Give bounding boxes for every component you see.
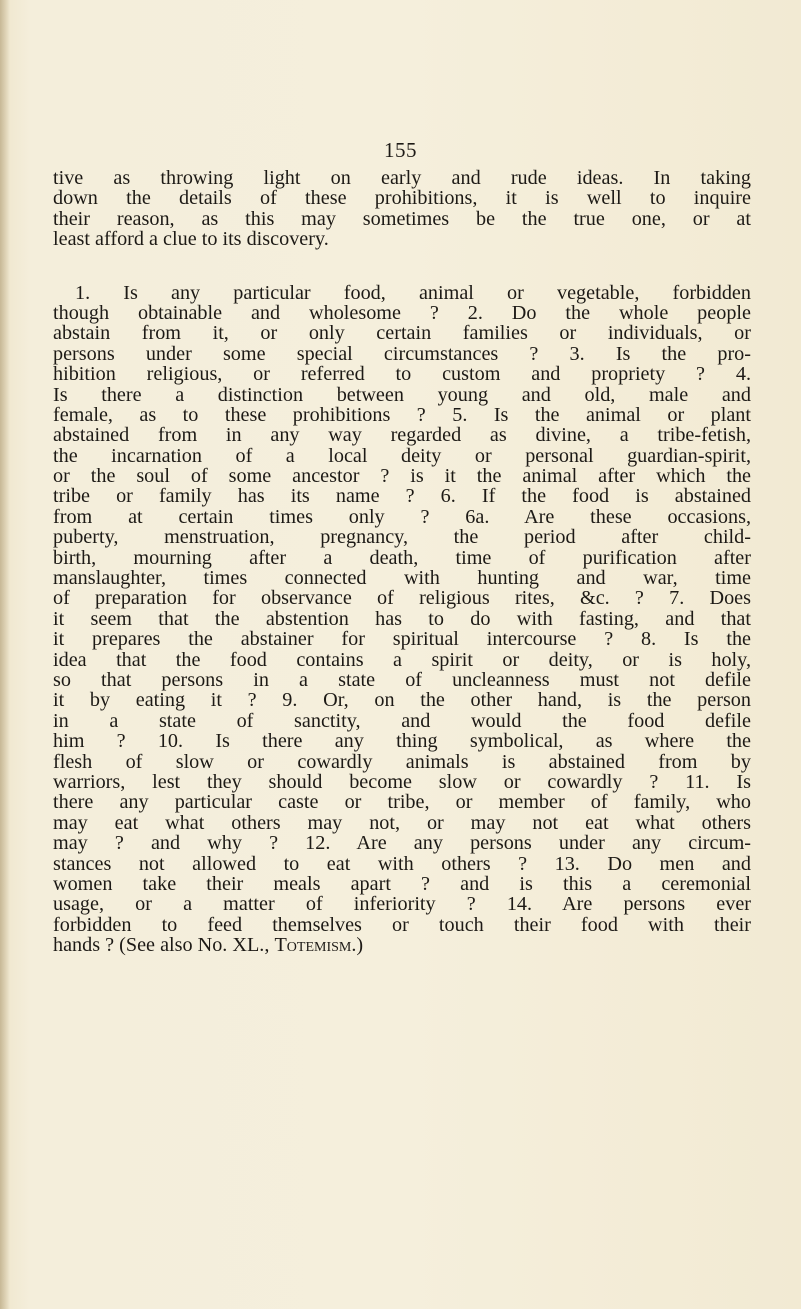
text-line: 1. Is any particular food, animal or vegetable, forbidden: [75, 281, 751, 304]
text-line: it prepares the abstainer for spiritual intercourse ? 8. Is the: [53, 628, 751, 651]
text-line: may eat what others may not, or may not eat what others: [53, 811, 751, 834]
text-line: idea that the food contains a spirit or deity, or is holy,: [53, 648, 751, 671]
body-text: [53, 168, 751, 955]
text-line: birth, mourning after a death, time of purification after: [53, 546, 751, 569]
text-line-final-start: hands ? (See also No. XL.,: [53, 934, 275, 957]
page-number: 155: [384, 138, 417, 162]
paragraph-gap: [53, 250, 751, 283]
cross-reference: Totemism.): [274, 934, 364, 957]
text-line: there any particular caste or tribe, or member of family, who: [53, 791, 751, 814]
text-line: manslaughter, times connected with hunting and war, time: [53, 567, 751, 590]
text-line: hibition religious, or referred to custom and propriety ? 4.: [53, 363, 751, 386]
text-line: of preparation for observance of religious rites, &c. ? 7. Does: [53, 587, 751, 610]
text-line: down the details of these prohibitions, it is well to inquire: [53, 187, 751, 210]
text-line: tribe or family has its name ? 6. If the food is abstained: [53, 485, 751, 508]
text-line: persons under some special circumstances ? 3. Is the pro-: [53, 342, 751, 365]
text-line: or the soul of some ancestor ? is it the animal after which the: [53, 465, 751, 488]
text-line: forbidden to feed themselves or touch their food with their: [53, 913, 751, 936]
text-line: women take their meals apart ? and is this a ceremonial: [53, 872, 751, 895]
text-line: Is there a distinction between young and old, male and: [53, 383, 751, 406]
text-line: it by eating it ? 9. Or, on the other hand, is the person: [53, 689, 751, 712]
text-line: tive as throwing light on early and rude ideas. In taking: [53, 167, 751, 189]
text-line: abstained from in any way regarded as divine, a tribe-fetish,: [53, 424, 751, 447]
page-edge-shadow: [0, 0, 10, 1309]
text-line: abstain from it, or only certain families or individuals, or: [53, 322, 751, 345]
text-line: puberty, menstruation, pregnancy, the period after child-: [53, 526, 751, 549]
text-line: so that persons in a state of uncleanness must not defile: [53, 668, 751, 691]
text-line: it seem that the abstention has to do with fasting, and that: [53, 607, 751, 630]
text-line-final: [53, 935, 751, 955]
paragraph-questions: [53, 283, 751, 956]
text-line: though obtainable and wholesome ? 2. Do the whole people: [53, 301, 751, 324]
text-line: flesh of slow or cowardly animals is abstained from by: [53, 750, 751, 773]
text-line: him ? 10. Is there any thing symbolical, as where the: [53, 730, 751, 753]
text-line: stances not allowed to eat with others ? 13. Do men and: [53, 852, 751, 875]
text-line: their reason, as this may sometimes be the true one, or at: [53, 207, 751, 230]
text-line: female, as to these prohibitions ? 5. Is the animal or plant: [53, 403, 751, 426]
text-line: may ? and why ? 12. Are any persons under any circum-: [53, 832, 751, 855]
text-line: the incarnation of a local deity or personal guardian-spirit,: [53, 444, 751, 467]
text-line: least afford a clue to its discovery.: [53, 228, 329, 251]
text-line: usage, or a matter of inferiority ? 14. Are persons ever: [53, 893, 751, 916]
paragraph-intro: [53, 168, 751, 250]
text-line: from at certain times only ? 6a. Are these occasions,: [53, 505, 751, 528]
text-line: warriors, lest they should become slow or cowardly ? 11. Is: [53, 770, 751, 793]
text-line: in a state of sanctity, and would the food defile: [53, 709, 751, 732]
